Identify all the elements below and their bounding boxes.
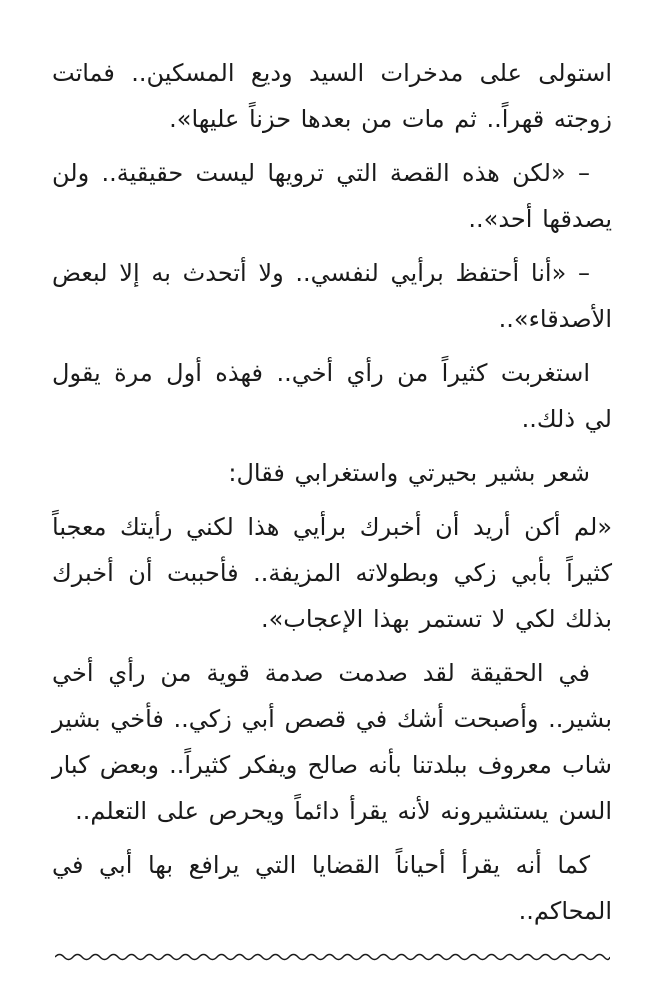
- paragraph-8: كما أنه يقرأ أحياناً القضايا التي يرافع بها أبي في المحاكم..: [52, 851, 612, 925]
- paragraph-3: – «أنا أحتفظ برأيي لنفسي.. ولا أتحدث به إلا لبعض الأصدقاء»..: [52, 259, 612, 333]
- paragraph-5: شعر بشير بحيرتي واستغرابي فقال:: [228, 459, 590, 487]
- paragraph-1: استولى على مدخرات السيد وديع المسكين.. فماتت زوجته قهراً.. ثم مات من بعدها حزناً عليها».: [52, 59, 612, 133]
- paragraph-7: في الحقيقة لقد صدمت صدمة قوية من رأي أخي بشير.. وأصبحت أشك في قصص أبي زكي.. فأخي بشير شاب معروف ببلدتنا بأنه صالح ويفكر كثيراً.. وبعض كبار السن يستشيرونه لأنه يقرأ دائماً ويحرص على التعلم..: [52, 659, 612, 825]
- paragraph-4: استغربت كثيراً من رأي أخي.. فهذه أول مرة يقول لي ذلك..: [52, 359, 612, 433]
- story-page: [52, 50, 612, 942]
- wavy-divider: [55, 950, 610, 964]
- paragraph-6: «لم أكن أريد أن أخبرك برأيي هذا لكني رأيتك معجباً كثيراً بأبي زكي وبطولاته المزيفة.. فأحببت أن أخبرك بذلك لكي لا تستمر بهذا الإعجاب».: [52, 513, 612, 633]
- paragraph-2: – «لكن هذه القصة التي ترويها ليست حقيقية.. ولن يصدقها أحد»..: [52, 159, 612, 233]
- wavy-divider-line: [55, 955, 610, 960]
